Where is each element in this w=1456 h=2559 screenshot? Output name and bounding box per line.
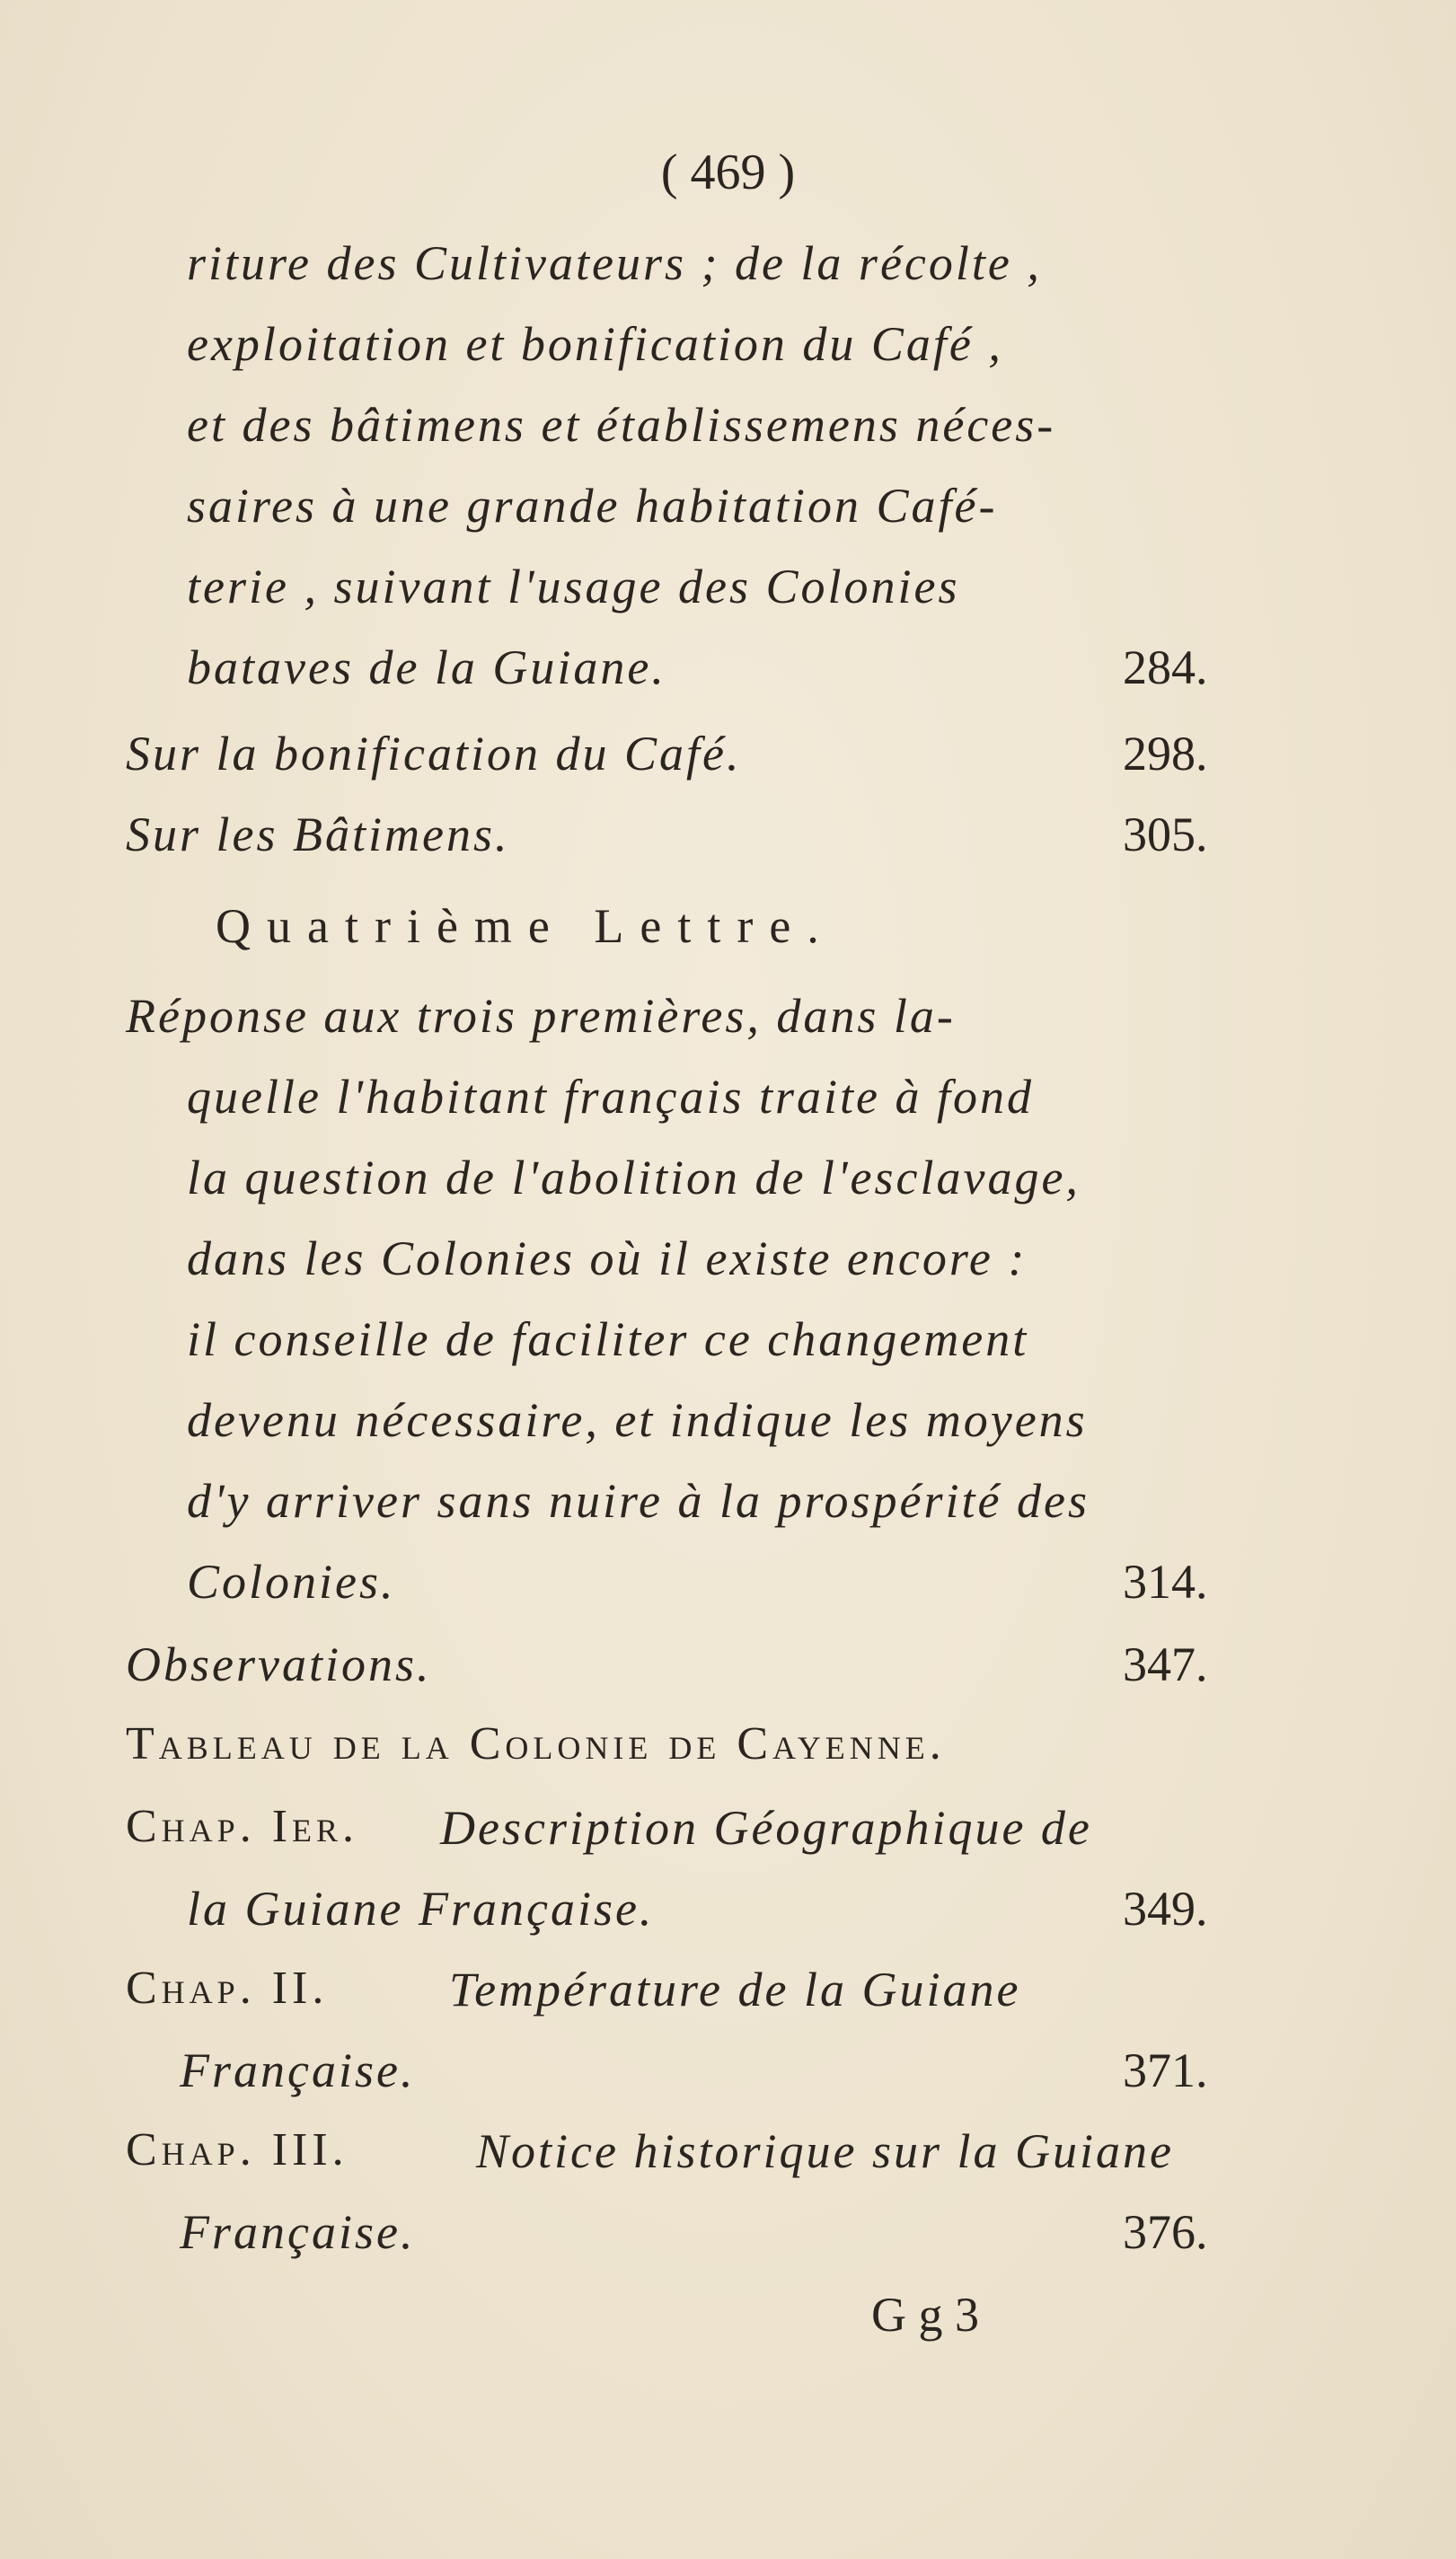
reponse-page: 314. <box>1123 1555 1208 1609</box>
reponse-line-2: quelle l'habitant français traite à fond <box>187 1070 1034 1124</box>
chap-1-title-1: Description Géographique de <box>440 1801 1092 1855</box>
reponse-line-7: d'y arriver sans nuire à la prospérité des <box>187 1474 1090 1528</box>
entry-line-2: exploitation et bonification du Café , <box>187 317 1003 371</box>
entry-3-text: Sur les Bâtimens. <box>126 807 510 861</box>
entry-line-3: et des bâtimens et établissemens néces- <box>187 398 1056 452</box>
signature-mark: G g 3 <box>871 2288 979 2342</box>
reponse-line-4: dans les Colonies où il existe encore : <box>187 1231 1028 1285</box>
entry-2-page: 298. <box>1123 727 1208 781</box>
page-number: ( 469 ) <box>660 145 796 200</box>
reponse-line-3: la question de l'abolition de l'esclavage, <box>187 1151 1081 1204</box>
entry-line-4: saires à une grande habitation Café- <box>187 479 998 533</box>
chap-1-title-2: la Guiane Française. <box>187 1882 655 1936</box>
tableau-heading: Tableau de la Colonie de Cayenne. <box>126 1718 946 1769</box>
chap-2-title-2: Française. <box>180 2043 416 2097</box>
reponse-line-8: Colonies. <box>187 1555 396 1609</box>
chap-1-label: Chap. Ier. <box>126 1801 359 1852</box>
reponse-line-1: Réponse aux trois premières, dans la- <box>126 989 956 1043</box>
section-heading: Quatrième Lettre. <box>216 899 835 953</box>
entry-2-text: Sur la bonification du Café. <box>126 727 742 781</box>
chap-2-title-1: Température de la Guiane <box>449 1963 1021 2016</box>
observations-text: Observations. <box>126 1637 432 1691</box>
entry-line-1: riture des Cultivateurs ; de la récolte , <box>187 236 1042 290</box>
chap-3-title-1: Notice historique sur la Guiane <box>476 2124 1174 2178</box>
chap-1-page: 349. <box>1123 1882 1208 1936</box>
entry-3-page: 305. <box>1123 807 1208 861</box>
chap-2-label: Chap. II. <box>126 1963 329 2014</box>
reponse-line-5: il conseille de faciliter ce changement <box>187 1312 1029 1366</box>
chap-3-title-2: Française. <box>180 2205 416 2259</box>
chap-3-label: Chap. III. <box>126 2124 349 2175</box>
chap-3-page: 376. <box>1123 2205 1208 2259</box>
reponse-line-6: devenu nécessaire, et indique les moyens <box>187 1393 1088 1447</box>
observations-page: 347. <box>1123 1637 1208 1691</box>
chap-2-page: 371. <box>1123 2043 1208 2097</box>
entry-line-5: terie , suivant l'usage des Colonies <box>187 560 960 613</box>
entry-1-page: 284. <box>1123 640 1208 694</box>
entry-line-6: bataves de la Guiane. <box>187 640 666 694</box>
